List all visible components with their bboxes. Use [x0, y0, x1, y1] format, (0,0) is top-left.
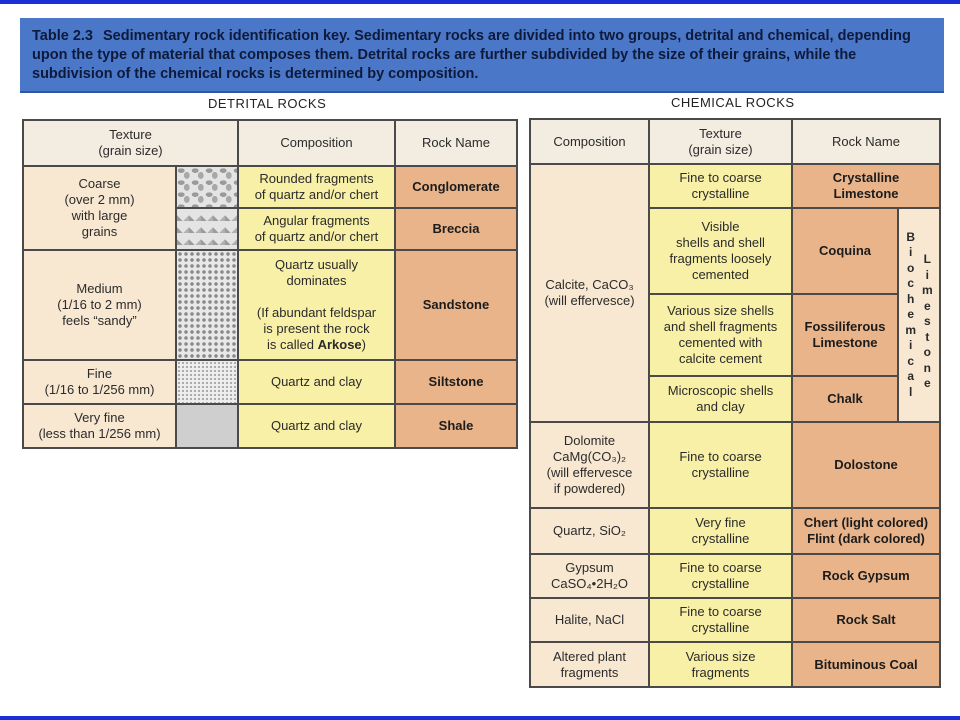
arkose-label: Arkose — [317, 337, 362, 352]
rock-name-crystalline-limestone: Crystalline Limestone — [793, 165, 939, 207]
vertical-letter: i — [908, 245, 913, 260]
texture-cell: Fine to coarse crystalline — [650, 423, 791, 507]
composition-cell-sandstone — [239, 251, 394, 359]
rock-name-sandstone: Sandstone — [396, 251, 516, 359]
header-rock-name: Rock Name — [396, 121, 516, 165]
composition-quartz: Quartz, SiO₂ — [531, 509, 648, 553]
silt-swatch — [177, 361, 237, 403]
vertical-letter: o — [923, 345, 931, 360]
composition-plant-fragments: Altered plant fragments — [531, 643, 648, 686]
angular-gravel-swatch — [177, 209, 237, 249]
limestone-vertical-label — [922, 238, 933, 392]
vertical-letter: i — [925, 267, 929, 282]
composition-cell: Quartz and clay — [239, 405, 394, 447]
vertical-letter: n — [923, 360, 931, 375]
rounded-gravel-swatch — [177, 167, 237, 207]
texture-fine: Fine (1/16 to 1/256 mm) — [24, 361, 175, 403]
chemical-title: CHEMICAL ROCKS — [671, 95, 795, 110]
vertical-letter: m — [922, 283, 933, 298]
detrital-rocks-table — [22, 119, 518, 449]
vertical-letter: t — [925, 329, 930, 344]
bottom-accent-bar — [0, 716, 960, 720]
texture-medium: Medium (1/16 to 2 mm) feels “sandy” — [24, 251, 175, 359]
rock-name-conglomerate: Conglomerate — [396, 167, 516, 207]
vertical-letter: e — [907, 307, 914, 322]
header-rock-name: Rock Name — [793, 120, 939, 163]
composition-dolomite: Dolomite CaMg(CO₃)₂ (will effervesce if powdered) — [531, 423, 648, 507]
vertical-letter: h — [906, 291, 915, 306]
texture-very-fine: Very fine (less than 1/256 mm) — [24, 405, 175, 447]
caption-text: Sedimentary rock identification key. Sedimentary rocks are divided into two groups, detrital and chemical, depending upon the type of material that composes them. Detrital rocks are further subdivided by the size of their grains, while the subdivision of the chemical rocks is determined by composition. — [32, 28, 911, 82]
rock-name-breccia: Breccia — [396, 209, 516, 249]
vertical-letter: c — [907, 276, 914, 291]
vertical-letter: L — [923, 252, 931, 267]
texture-coarse: Coarse (over 2 mm) with large grains — [24, 167, 175, 249]
sand-swatch — [177, 251, 237, 359]
vertical-letter: e — [923, 298, 931, 313]
texture-cell: Visible shells and shell fragments loosely cemented — [650, 209, 791, 293]
detrital-title: DETRITAL ROCKS — [208, 96, 327, 111]
rock-name-coquina: Coquina — [793, 209, 897, 293]
texture-cell: Fine to coarse crystalline — [650, 165, 791, 207]
chemical-rocks-table — [529, 118, 941, 688]
composition-halite: Halite, NaCl — [531, 599, 648, 641]
rock-name-chert-flint: Chert (light colored) Flint (dark colored) — [793, 509, 939, 553]
composition-cell: Quartz and clay — [239, 361, 394, 403]
texture-cell: Fine to coarse crystalline — [650, 599, 791, 641]
texture-cell: Very fine crystalline — [650, 509, 791, 553]
clay-swatch — [177, 405, 237, 447]
texture-cell: Various size fragments — [650, 643, 791, 686]
header-composition: Composition — [239, 121, 394, 165]
vertical-letter: c — [907, 353, 914, 368]
top-accent-bar — [0, 0, 960, 4]
vertical-letter: a — [907, 369, 914, 384]
rock-name-rock-salt: Rock Salt — [793, 599, 939, 641]
table-number: Table 2.3 — [32, 28, 93, 44]
composition-gypsum: Gypsum CaSO₄•2H₂O — [531, 555, 648, 597]
header-texture: Texture (grain size) — [650, 120, 791, 163]
header-texture: Texture (grain size) — [24, 121, 237, 165]
header-composition: Composition — [531, 120, 648, 163]
composition-cell: Angular fragments of quartz and/or chert — [239, 209, 394, 249]
composition-cell: Rounded fragments of quartz and/or chert — [239, 167, 394, 207]
rock-name-rock-gypsum: Rock Gypsum — [793, 555, 939, 597]
composition-text: Quartz usually dominates (If abundant feldspar is present the rock is called — [256, 257, 377, 352]
rock-name-shale: Shale — [396, 405, 516, 447]
rock-name-bituminous-coal: Bituminous Coal — [793, 643, 939, 686]
vertical-letter: s — [923, 314, 931, 329]
rock-name-chalk: Chalk — [793, 377, 897, 421]
table-caption — [20, 18, 944, 93]
texture-cell: Microscopic shells and clay — [650, 377, 791, 421]
biochemical-vertical-label — [905, 230, 916, 401]
vertical-letter: o — [906, 260, 915, 275]
vertical-letter: l — [908, 384, 913, 399]
texture-cell: Various size shells and shell fragments cemented with calcite cement — [650, 295, 791, 375]
rock-name-dolostone: Dolostone — [793, 423, 939, 507]
rock-name-fossiliferous-limestone: Fossiliferous Limestone — [793, 295, 897, 375]
rock-name-siltstone: Siltstone — [396, 361, 516, 403]
composition-calcite: Calcite, CaCO₃ (will effervesce) — [531, 165, 648, 421]
composition-text-end: ) — [361, 337, 366, 352]
vertical-letter: e — [923, 376, 931, 391]
biochemical-limestone-label — [899, 209, 939, 421]
vertical-letter: B — [906, 229, 915, 244]
vertical-letter: i — [908, 338, 913, 353]
texture-cell: Fine to coarse crystalline — [650, 555, 791, 597]
vertical-letter: m — [905, 322, 916, 337]
